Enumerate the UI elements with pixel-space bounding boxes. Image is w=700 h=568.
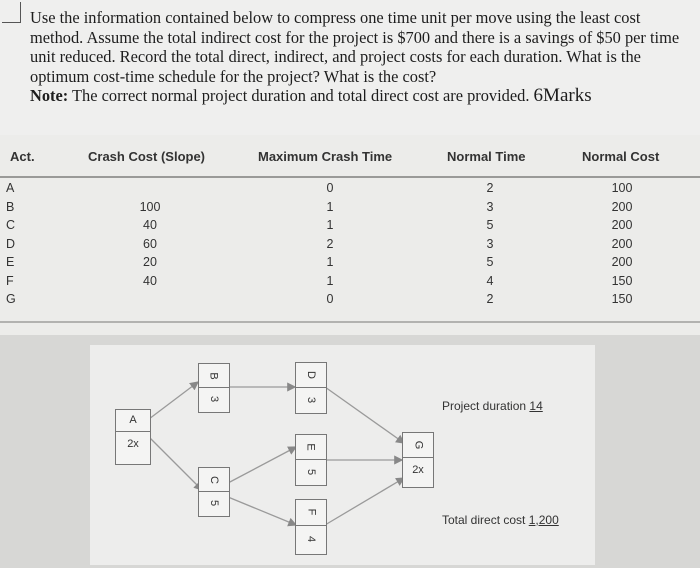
cell-normal-cost: 200 <box>611 199 633 214</box>
cell-activity: B <box>6 199 15 214</box>
cell-normal-cost: 200 <box>611 236 633 251</box>
node-f-duration: 4 <box>305 535 317 543</box>
cell-crash-cost <box>120 290 180 309</box>
project-duration <box>442 399 543 413</box>
cell-activity: C <box>6 218 16 232</box>
activity-table <box>0 135 700 335</box>
question-body: Use the information contained below to compress one time unit per move using the least cost method. Assume the total indirect cost for the project is $700 and there is a savings of $50 per time unit reduced. Record the total direct, indirect, and project costs for each duration. What is the optimum cost-time schedule for the project? What is the cost? <box>30 8 680 86</box>
cell-normal-cost: 150 <box>611 273 633 288</box>
header-normal-time: Normal Time <box>447 149 526 164</box>
node-b-label: B <box>208 372 220 380</box>
header-activity: Act. <box>10 149 35 164</box>
node-b <box>198 363 230 413</box>
question-panel <box>0 0 700 135</box>
node-f <box>295 499 327 555</box>
project-duration-value: 14 <box>529 399 543 413</box>
cell-activity: F <box>6 273 14 288</box>
node-g-duration: 2x <box>412 464 424 476</box>
cell-normal-time: 5 <box>486 255 494 269</box>
node-e-label: E <box>305 443 317 451</box>
table-bottom-divider <box>0 321 700 323</box>
note-label: Note: <box>30 86 69 106</box>
cell-normal-time: 2 <box>486 292 494 306</box>
arrow-a-c <box>149 437 202 490</box>
cell-max-crash-time: 1 <box>326 255 334 269</box>
cell-crash-cost: 40 <box>143 273 157 288</box>
column-normal-time <box>460 179 520 309</box>
cell-normal-cost: 150 <box>611 292 633 306</box>
network-diagram <box>90 345 595 565</box>
node-g <box>402 432 434 488</box>
cell-activity: A <box>6 181 15 195</box>
column-activity <box>6 179 24 309</box>
node-f-label: F <box>304 508 317 516</box>
cell-activity: E <box>6 255 15 269</box>
total-direct-cost-label: Total direct cost <box>442 513 526 527</box>
cell-activity: D <box>6 236 16 251</box>
header-crash-cost: Crash Cost (Slope) <box>88 149 206 164</box>
header-normal-cost: Normal Cost <box>582 149 660 164</box>
cell-max-crash-time: 1 <box>326 273 334 288</box>
node-a-label: A <box>129 414 137 426</box>
node-e-duration: 5 <box>305 468 317 476</box>
column-max-crash-time <box>300 179 360 309</box>
column-crash-cost <box>120 179 180 309</box>
column-normal-cost <box>592 179 652 309</box>
cell-normal-time: 3 <box>486 236 494 251</box>
node-a <box>115 409 151 465</box>
arrow-c-f <box>228 497 296 525</box>
cell-normal-cost: 200 <box>611 255 633 269</box>
cell-max-crash-time: 0 <box>326 181 334 195</box>
cell-crash-cost <box>120 179 180 198</box>
node-a-duration: 2x <box>127 438 139 450</box>
header-max-crash-time: Maximum Crash Time <box>258 149 393 164</box>
cell-normal-time: 4 <box>486 273 494 288</box>
cell-max-crash-time: 0 <box>326 292 334 306</box>
node-c <box>198 467 230 517</box>
arrow-c-e <box>228 447 296 483</box>
cell-normal-time: 5 <box>486 218 494 232</box>
node-c-duration: 5 <box>208 499 220 507</box>
arrow-d-g <box>325 387 404 443</box>
marks-label: 6Marks <box>533 85 592 107</box>
node-d-duration: 3 <box>305 396 317 404</box>
cell-activity: G <box>6 292 16 306</box>
cell-max-crash-time: 1 <box>326 218 334 232</box>
node-g-label: G <box>412 440 424 450</box>
node-b-duration: 3 <box>208 395 220 403</box>
cell-crash-cost: 20 <box>143 255 157 269</box>
note-text: The correct normal project duration and total direct cost are provided. <box>72 86 530 106</box>
cell-crash-cost: 40 <box>143 218 157 232</box>
total-direct-cost <box>442 513 559 527</box>
project-duration-label: Project duration <box>442 399 527 413</box>
node-c-label: C <box>207 476 220 484</box>
cell-max-crash-time: 2 <box>326 236 334 251</box>
cell-normal-time: 3 <box>486 199 494 214</box>
cell-crash-cost: 100 <box>139 199 161 214</box>
corner-marker <box>2 2 21 23</box>
network-arrows <box>90 345 595 565</box>
cell-normal-time: 2 <box>486 181 494 195</box>
cell-normal-cost: 200 <box>611 218 633 232</box>
total-direct-cost-value: 1,200 <box>528 513 559 527</box>
node-d-label: D <box>304 371 317 379</box>
cell-max-crash-time: 1 <box>326 199 334 214</box>
cell-crash-cost: 60 <box>143 236 157 251</box>
node-e <box>295 434 327 486</box>
arrow-a-b <box>149 382 198 419</box>
arrow-f-g <box>325 478 404 525</box>
node-d <box>295 362 327 414</box>
header-divider <box>0 176 700 178</box>
question-text <box>30 8 695 106</box>
cell-normal-cost: 100 <box>611 181 633 195</box>
diagram-area <box>0 335 700 568</box>
